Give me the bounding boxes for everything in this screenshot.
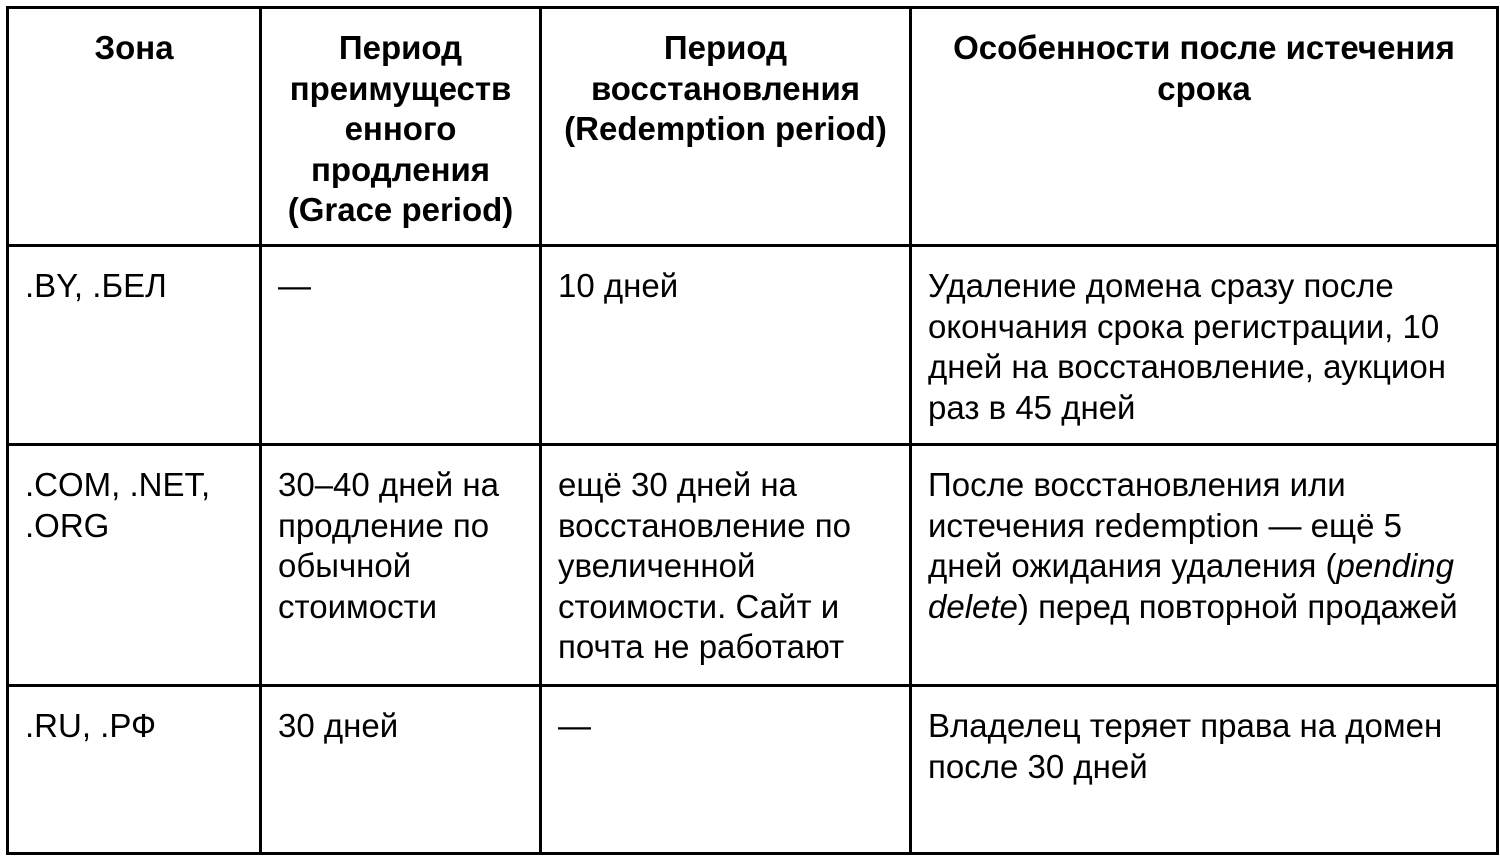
cell-redemption: 10 дней bbox=[541, 246, 911, 445]
features-text-after: ) перед повторной продажей bbox=[1017, 587, 1458, 625]
cell-zone: .COM, .NET, .ORG bbox=[8, 445, 261, 686]
table-header-row bbox=[8, 8, 1498, 246]
features-text-italic: pending delete bbox=[928, 547, 1454, 625]
cell-zone: .BY, .БЕЛ bbox=[8, 246, 261, 445]
cell-features bbox=[911, 445, 1498, 686]
header-grace-period: Период преимуществ енного продления (Grace period) bbox=[261, 8, 541, 246]
cell-features: Владелец теряет права на домен после 30 дней bbox=[911, 686, 1498, 854]
cell-features: Удаление домена сразу после окончания срока регистрации, 10 дней на восстановление, аукцион раз в 45 дней bbox=[911, 246, 1498, 445]
table-row bbox=[8, 246, 1498, 445]
header-zone: Зона bbox=[8, 8, 261, 246]
table-row bbox=[8, 445, 1498, 686]
header-features: Особенности после истечения срока bbox=[911, 8, 1498, 246]
features-text-before: После восстановления или истечения redemption — ещё 5 дней ожидания удаления ( bbox=[928, 466, 1402, 584]
cell-grace: 30–40 дней на продление по обычной стоимости bbox=[261, 445, 541, 686]
cell-zone: .RU, .РФ bbox=[8, 686, 261, 854]
cell-grace: 30 дней bbox=[261, 686, 541, 854]
cell-redemption: ещё 30 дней на восстановление по увеличенной стоимости. Сайт и почта не работают bbox=[541, 445, 911, 686]
header-redemption-period: Период восстановления (Redemption period) bbox=[541, 8, 911, 246]
table-row bbox=[8, 686, 1498, 854]
cell-redemption: — bbox=[541, 686, 911, 854]
domain-expiration-table bbox=[6, 6, 1499, 855]
cell-grace: — bbox=[261, 246, 541, 445]
